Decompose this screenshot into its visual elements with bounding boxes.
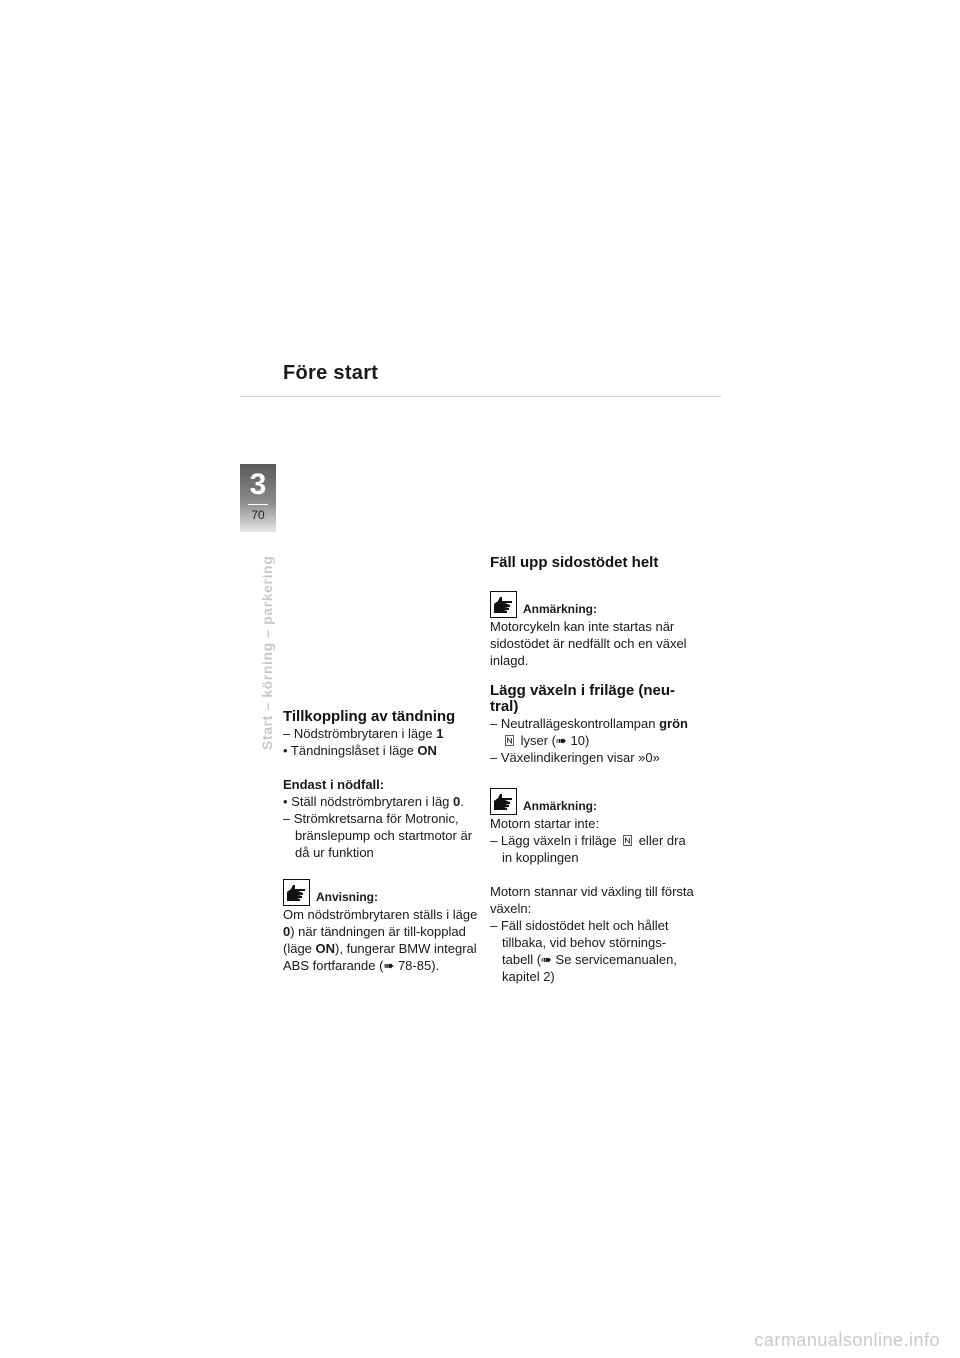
list-item: – Växelindikeringen visar »0» — [490, 750, 660, 765]
note-text — [283, 906, 481, 974]
header-divider — [240, 396, 721, 397]
chapter-number: 3 — [249, 468, 267, 501]
side-section-title: Start – körning – parkering — [259, 555, 275, 750]
note-hand-icon — [283, 879, 310, 906]
list-item — [283, 793, 481, 810]
left-column — [283, 709, 481, 974]
list-item-text: – Lägg växeln i friläge — [490, 833, 621, 848]
note-block — [490, 788, 695, 815]
section-heading-neutral: Lägg växeln i friläge (neu-tral) — [490, 682, 676, 715]
list-item-text: – Nödströmbrytaren i läge — [283, 726, 437, 741]
list-item-text: • Ställ nödströmbrytaren i läg — [283, 794, 454, 809]
note-text-value: ON — [315, 941, 336, 956]
watermark: carmanualsonline.info — [754, 1330, 940, 1350]
page-title: Före start — [283, 362, 379, 384]
list-item-value: 0 — [453, 794, 461, 809]
page-number: 70 — [251, 508, 265, 522]
list-item-text: • Tändningslåset i läge — [283, 743, 418, 758]
note-label: Anvisning: — [316, 890, 378, 904]
neutral-indicator-icon — [505, 735, 514, 746]
note-text-part: ), fungerar BMW integral ABS fortfarande (➠ 78-85). — [283, 941, 477, 973]
note-hand-icon — [490, 591, 517, 618]
note-text-value: 0 — [283, 924, 291, 939]
list-item — [283, 742, 481, 759]
list-item-value: grön — [659, 716, 688, 731]
note-block — [283, 879, 481, 906]
note-hand-icon — [490, 788, 517, 815]
section-heading-ignition: Tillkoppling av tändning — [283, 708, 456, 725]
list-item-value: ON — [417, 743, 437, 758]
list-item-value: 1 — [436, 726, 444, 741]
note-block — [490, 591, 695, 618]
note-label: Anmärkning: — [523, 799, 598, 813]
list-item-end: . — [460, 794, 464, 809]
section-heading-sidestand: Fäll upp sidostödet helt — [490, 554, 659, 571]
right-column — [490, 555, 695, 985]
chapter-divider — [248, 504, 268, 505]
list-item: – Fäll sidostödet helt och hållet tillbaka, vid behov störnings-tabell (➠ Se servicemanualen, kapitel 2) — [490, 918, 677, 984]
chapter-tab — [240, 464, 276, 532]
list-item-text: eller dra in kopplingen — [502, 833, 686, 865]
note-text: Motorcykeln kan inte startas när sidostödet är nedfällt och en växel inlagd. — [490, 619, 687, 668]
list-item — [490, 832, 695, 866]
note-text: Motorn startar inte: — [490, 816, 600, 831]
neutral-indicator-icon — [623, 835, 632, 846]
list-item: – Strömkretsarna för Motronic, bränslepump och startmotor är då ur funktion — [283, 811, 473, 860]
list-item-text: lyser (➠ 10) — [517, 733, 590, 748]
list-item — [283, 725, 481, 742]
emergency-label: Endast i nödfall: — [283, 777, 385, 792]
paragraph: Motorn stannar vid växling till första växeln: — [490, 884, 694, 916]
note-label: Anmärkning: — [523, 602, 598, 616]
list-item — [490, 715, 695, 749]
note-text-part: ) när tändningen är till-kopplad (läge — [283, 924, 466, 956]
note-text-part: Om nödströmbrytaren ställs i läge — [283, 907, 478, 922]
list-item-text: – Neutrallägeskontrollampan — [490, 716, 660, 731]
